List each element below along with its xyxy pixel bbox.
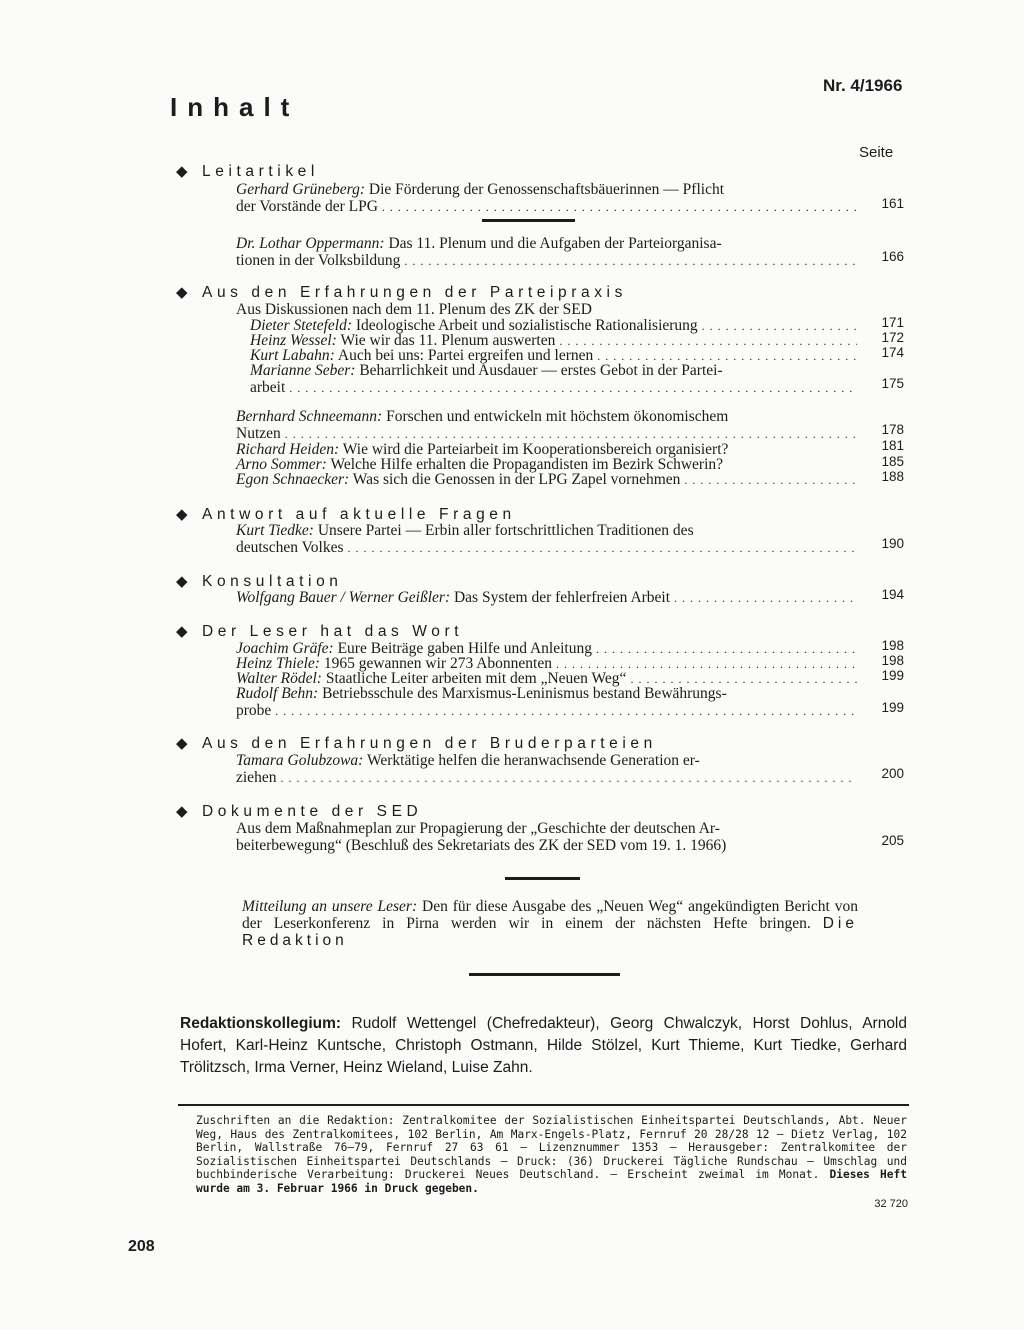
toc-entry: Arno Sommer: Welche Hilfe erhalten die Propagandisten im Bezirk Schwerin? [236, 456, 724, 473]
toc-entry: Bernhard Schneemann: Forschen und entwickeln mit höchstem ökonomischem Nutzen . . . [236, 408, 857, 443]
page-number: 205 [881, 833, 904, 848]
notice: Mitteilung an unsere Leser: Den für diese Ausgabe des „Neuen Weg“ angekündigten Bericht von der Leserkonferenz in Pirna werden wir in einem der nächsten Hefte bringen. Die Redaktion [242, 898, 859, 949]
toc-entry: Kurt Labahn: Auch bei uns: Partei ergreifen und lernen . . . [250, 347, 857, 365]
toc-entry: Tamara Golubzowa: Werktätige helfen die heranwachsende Generation er- ziehen . . . [236, 752, 857, 787]
divider [505, 877, 580, 880]
toc-entry: Aus dem Maßnahmeplan zur Propagierung der „Geschichte der deutschen Ar- beiterbewegung“ (Beschluß des Sekretariats des ZK der SED vom 19. 1. 1966) [236, 820, 727, 854]
diamond-bullet-icon: ◆ [176, 735, 188, 752]
folio: 208 [128, 1238, 155, 1255]
section-heading-antwort: ◆ Antwort auf aktuelle Fragen [176, 506, 516, 523]
issue-number: Nr. 4/1966 [823, 76, 903, 95]
divider [178, 1104, 909, 1106]
section-heading-konsultation: ◆ Konsultation [176, 573, 343, 590]
imprint: Zuschriften an die Redaktion: Zentralkomitee der Sozialistischen Einheitspartei Deutschlands, Abt. Neuer Weg, Haus des Zentralkomitees, 102 Berlin, Am Marx-Engels-Platz, Fernruf 20 28/28 12 — Dietz Verlag, 102 Berlin, Wallstraße 76—79, Fernruf 27 63 61 — Lizenznummer 1353 — Herausgeber: Zentralkomitee der Sozialistischen Einheitspartei Deutschlands — Druck: (36) Druckerei Tägliche Rundschau — Umschlag und buchbinderische Verarbeitung: Druckerei Neues Deutschland. — Erscheint zweimal im Monat. Dieses Heft wurde am 3. Februar 1966 in Druck gegeben. [196, 1114, 907, 1195]
section-heading-parteipraxis: ◆ Aus den Erfahrungen der Parteipraxis [176, 284, 627, 301]
diamond-bullet-icon: ◆ [176, 573, 188, 590]
toc-entry: Heinz Wessel: Wie wir das 11. Plenum auswerten . . . [250, 332, 857, 350]
divider [469, 973, 620, 976]
page-number: 199 [881, 700, 904, 715]
divider [482, 219, 575, 222]
toc-entry: Walter Rödel: Staatliche Leiter arbeiten mit dem „Neuen Weg“ . . . [236, 670, 857, 688]
toc-entry: Heinz Thiele: 1965 gewannen wir 273 Abonnenten . . . [236, 655, 857, 673]
toc-entry: Richard Heiden: Wie wird die Parteiarbeit im Kooperationsbereich organisiert? [236, 441, 729, 458]
diamond-bullet-icon: ◆ [176, 506, 188, 523]
page-number: 188 [881, 469, 904, 484]
section-heading-leitartikel: ◆ Leitartikel [176, 163, 319, 180]
editorial-board: Redaktionskollegium: Rudolf Wettengel (Chefredakteur), Georg Chwalczyk, Horst Dohlus, Arnold Hofert, Karl-Heinz Kuntsche, Christoph Ostmann, Hilde Stölzel, Kurt Thieme, Kurt Tiedke, Gerhard Trölitzsch, Irma Verner, Heinz Wieland, Luise Zahn. [180, 1015, 907, 1076]
page-number: 185 [881, 454, 904, 469]
toc-entry: Gerhard Grüneberg: Die Förderung der Genossenschaftsbäuerinnen — Pflicht der Vorstände der LPG . . . [236, 181, 857, 216]
section-heading-leser: ◆ Der Leser hat das Wort [176, 623, 464, 640]
toc-entry: Wolfgang Bauer / Werner Geißler: Das System der fehlerfreien Arbeit . . . [236, 589, 857, 607]
page-number: 166 [881, 249, 904, 264]
toc-entry: Dieter Stetefeld: Ideologische Arbeit und sozialistische Rationalisierung . . . [250, 317, 857, 335]
toc-entry: Dr. Lothar Oppermann: Das 11. Plenum und die Aufgaben der Parteiorganisa- tionen in der Volksbildung . . . [236, 235, 857, 270]
page-number: 174 [881, 345, 904, 360]
page-number: 190 [881, 536, 904, 551]
toc-entry: Marianne Seber: Beharrlichkeit und Ausdauer — erstes Gebot in der Partei- arbeit . . . [250, 362, 857, 397]
section-heading-dokumente: ◆ Dokumente der SED [176, 803, 423, 820]
page-number: 198 [881, 638, 904, 653]
page-number: 200 [881, 766, 904, 781]
page-number: 178 [881, 422, 904, 437]
toc-entry: Rudolf Behn: Betriebsschule des Marxismus-Leninismus bestand Bewährungs- probe . . . [236, 685, 857, 720]
page-number: 172 [881, 330, 904, 345]
diamond-bullet-icon: ◆ [176, 623, 188, 640]
page-number: 161 [881, 196, 904, 211]
section-heading-bruderparteien: ◆ Aus den Erfahrungen der Bruderparteien [176, 735, 657, 752]
toc-entry: Kurt Tiedke: Unsere Partei — Erbin aller fortschrittlichen Traditionen des deutschen Volkes . . . [236, 522, 857, 557]
page-number: 171 [881, 315, 904, 330]
page-number: 194 [881, 587, 904, 602]
diamond-bullet-icon: ◆ [176, 284, 188, 301]
page-number: 181 [881, 438, 904, 453]
page-title: Inhalt [170, 92, 300, 122]
toc-entry: Joachim Gräfe: Eure Beiträge gaben Hilfe und Anleitung . . . [236, 640, 857, 658]
imprint-code: 32 720 [874, 1198, 908, 1210]
page-number: 199 [881, 668, 904, 683]
section-intro: Aus Diskussionen nach dem 11. Plenum des ZK der SED [236, 301, 592, 318]
toc-entry: Egon Schnaecker: Was sich die Genossen in der LPG Zapel vornehmen . . . [236, 471, 857, 489]
diamond-bullet-icon: ◆ [176, 163, 188, 180]
page-column-label: Seite [859, 144, 894, 161]
diamond-bullet-icon: ◆ [176, 803, 188, 820]
page-number: 198 [881, 653, 904, 668]
page-number: 175 [881, 376, 904, 391]
